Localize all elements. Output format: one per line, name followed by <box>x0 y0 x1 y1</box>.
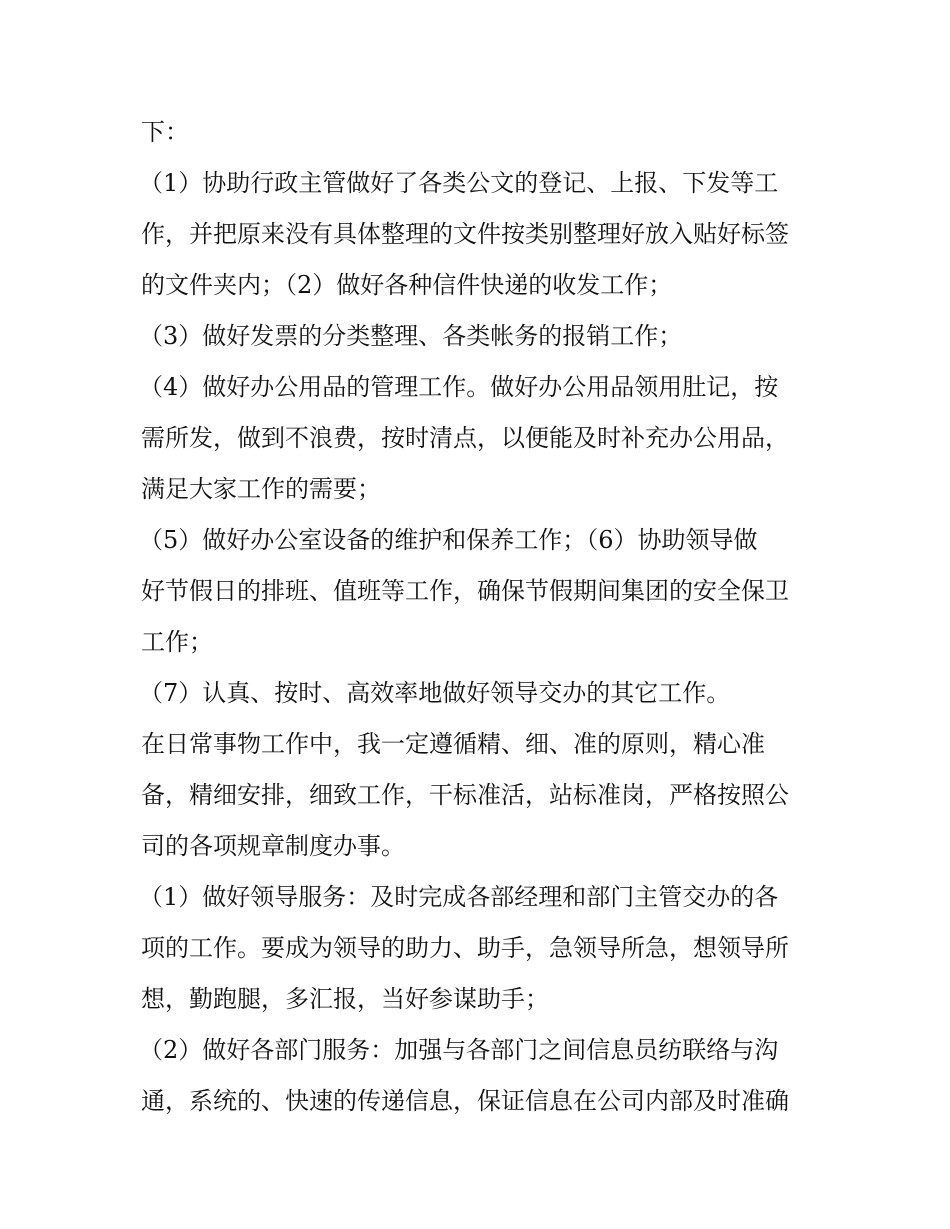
document-body <box>141 107 821 1127</box>
text-line: 的文件夹内；（2）做好各种信件快递的收发工作； <box>141 271 673 299</box>
text-line: （1）协助行政主管做好了各类公文的登记、上报、下发等工 <box>139 169 779 197</box>
text-line: 备，精细安排，细致工作，干标准活，站标准岗，严格按照公 <box>141 781 789 809</box>
text-line: 满足大家工作的需要； <box>141 475 381 503</box>
text-line: 工作； <box>141 628 213 656</box>
text-line: （1）做好领导服务：及时完成各部经理和部门主管交办的各 <box>139 883 779 911</box>
text-line: 在日常事物工作中，我一定遵循精、细、准的原则，精心准 <box>141 730 765 758</box>
text-line: 好节假日的排班、值班等工作，确保节假期间集团的安全保卫 <box>141 577 789 605</box>
text-line: 需所发，做到不浪费，按时清点，以便能及时补充办公用品， <box>141 424 789 452</box>
text-line: 项的工作。要成为领导的助力、助手，急领导所急，想领导所 <box>141 934 789 962</box>
text-line: 想，勤跑腿，多汇报，当好参谋助手； <box>141 985 549 1013</box>
text-line: 作，并把原来没有具体整理的文件按类别整理好放入贴好标签 <box>141 220 789 248</box>
text-line: 通，系统的、快速的传递信息，保证信息在公司内部及时准确 <box>141 1087 789 1115</box>
text-line: 司的各项规章制度办事。 <box>141 832 405 860</box>
text-line: （2）做好各部门服务：加强与各部门之间信息员纺联络与沟 <box>139 1036 779 1064</box>
text-line: 下： <box>141 118 189 146</box>
text-line: （7）认真、按时、高效率地做好领导交办的其它工作。 <box>139 679 731 707</box>
text-line: （4）做好办公用品的管理工作。做好办公用品领用肚记，按 <box>139 373 779 401</box>
text-line: （5）做好办公室设备的维护和保养工作；（6）协助领导做 <box>139 526 758 554</box>
text-line: （3）做好发票的分类整理、各类帐务的报销工作； <box>139 322 683 350</box>
